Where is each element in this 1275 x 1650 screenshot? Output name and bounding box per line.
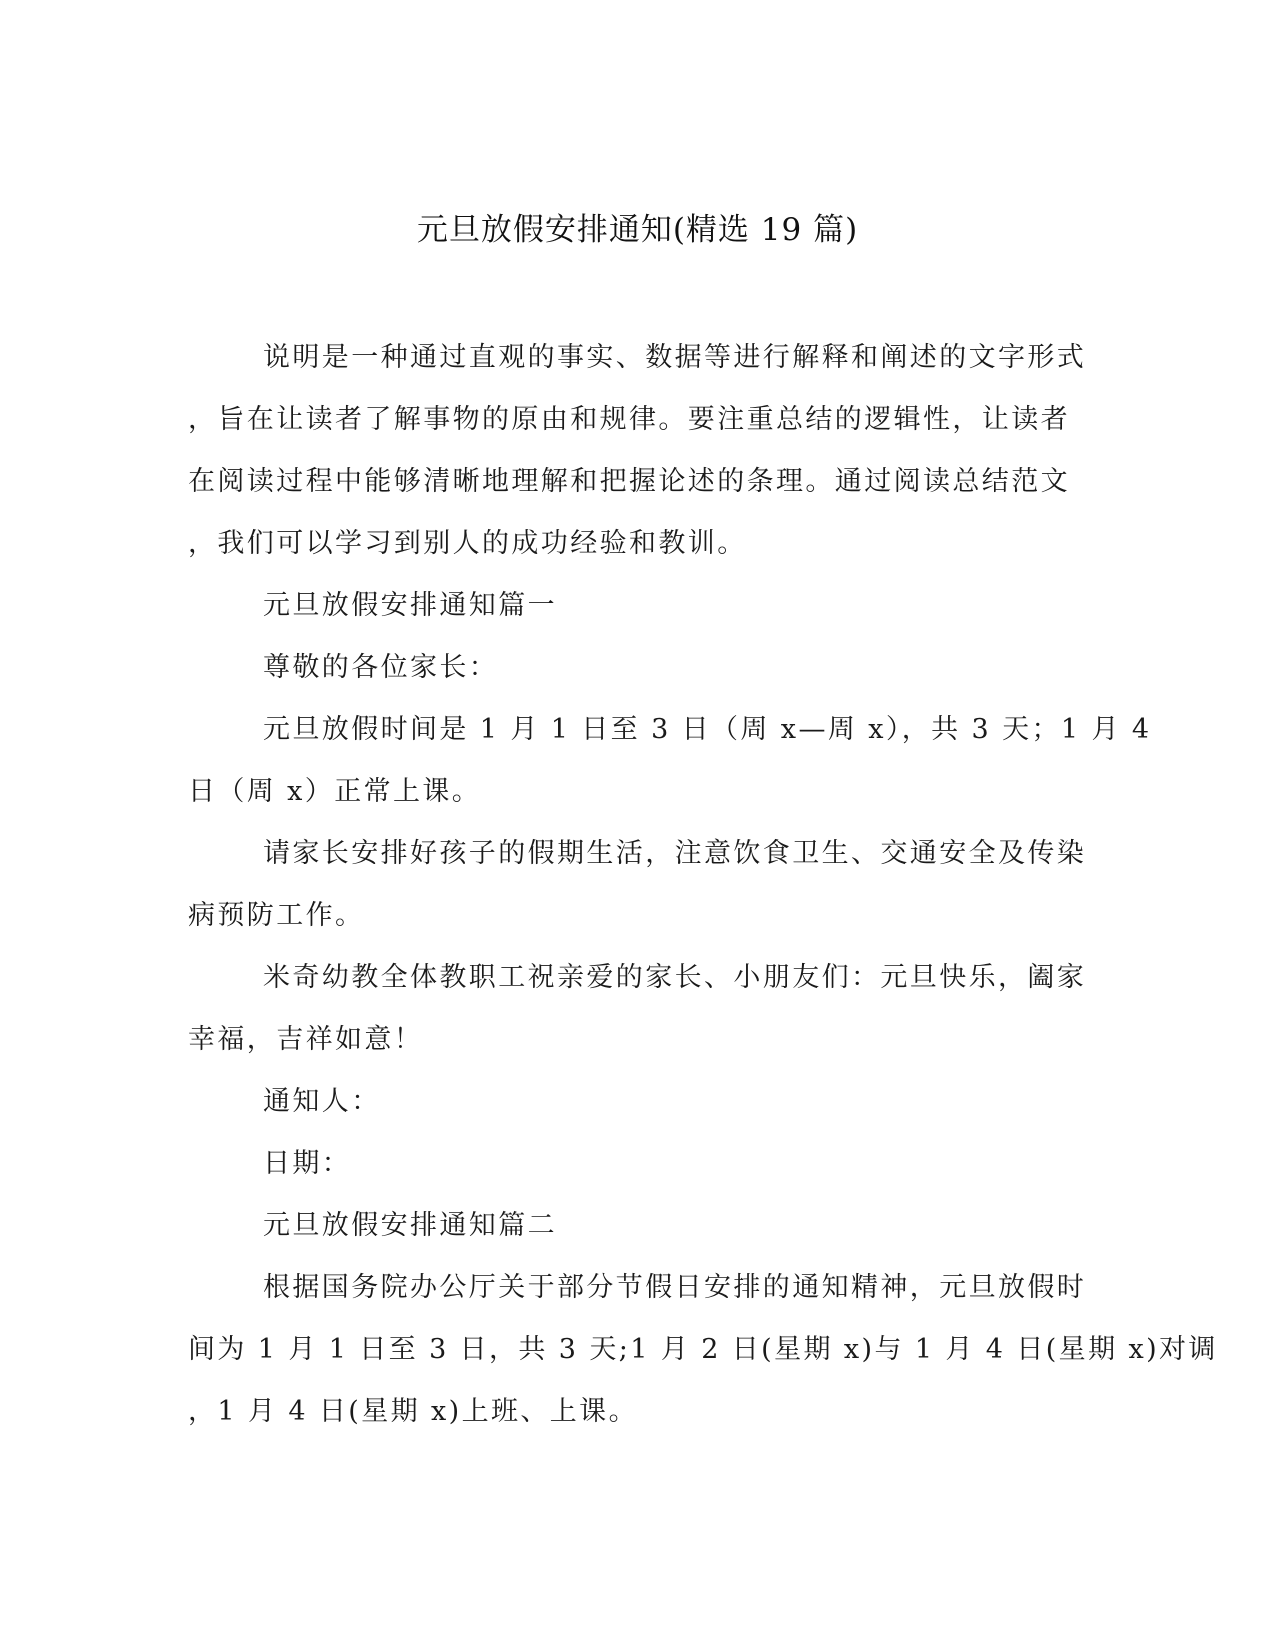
paragraph-line: 元旦放假时间是 1 月 1 日至 3 日（周 x—周 x），共 3 天；1 月 4 xyxy=(263,714,1152,745)
notifier-label: 通知人： xyxy=(263,1086,381,1117)
paragraph-line: 间为 1 月 1 日至 3 日，共 3 天;1 月 2 日(星期 x)与 1 月 4 日(星期 x)对调 xyxy=(188,1334,1218,1365)
paragraph-line: ，我们可以学习到别人的成功经验和教训。 xyxy=(188,528,747,559)
section-heading: 元旦放假安排通知篇一 xyxy=(263,590,557,621)
paragraph-line: 根据国务院办公厅关于部分节假日安排的通知精神，元旦放假时 xyxy=(263,1272,1087,1303)
paragraph-line: 请家长安排好孩子的假期生活，注意饮食卫生、交通安全及传染 xyxy=(263,838,1087,869)
paragraph-line: 说明是一种通过直观的事实、数据等进行解释和阐述的文字形式 xyxy=(263,342,1087,373)
date-label: 日期： xyxy=(263,1148,352,1179)
paragraph-line: ，1 月 4 日(星期 x)上班、上课。 xyxy=(188,1396,638,1427)
paragraph-line: ，旨在让读者了解事物的原由和规律。要注重总结的逻辑性，让读者 xyxy=(188,404,1070,435)
section-heading: 元旦放假安排通知篇二 xyxy=(263,1210,557,1241)
document-title: 元旦放假安排通知(精选 19 篇) xyxy=(416,212,859,248)
document-body xyxy=(188,327,1218,1443)
paragraph-line: 米奇幼教全体教职工祝亲爱的家长、小朋友们：元旦快乐，阖家 xyxy=(263,962,1087,993)
paragraph-line: 在阅读过程中能够清晰地理解和把握论述的条理。通过阅读总结范文 xyxy=(188,466,1070,497)
paragraph-line: 幸福，吉祥如意！ xyxy=(188,1024,424,1055)
salutation: 尊敬的各位家长： xyxy=(263,652,499,683)
paragraph-line: 病预防工作。 xyxy=(188,900,365,931)
paragraph-line: 日（周 x）正常上课。 xyxy=(188,776,482,807)
